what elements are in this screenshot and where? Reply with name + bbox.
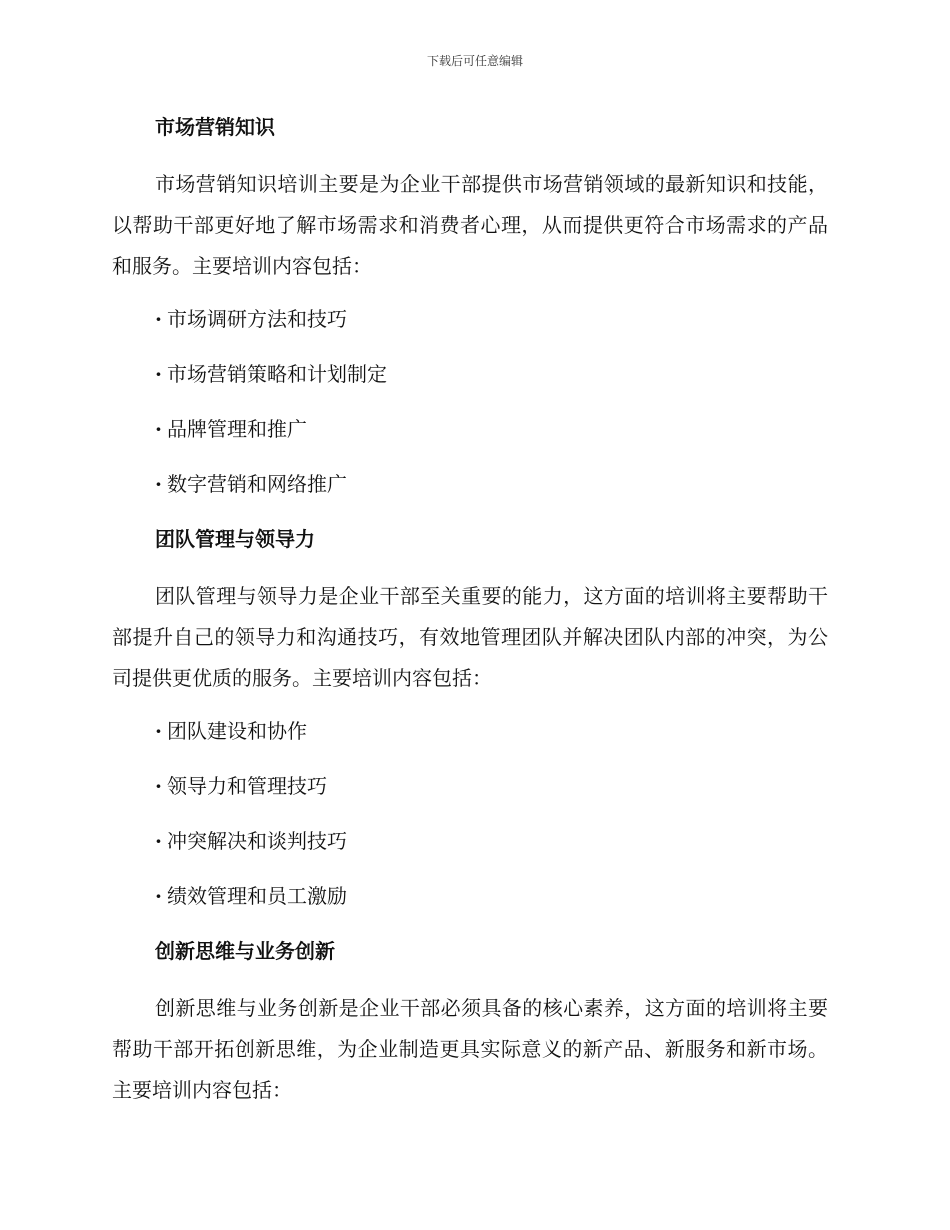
list-item	[155, 768, 828, 823]
list-item-text: 市场调研方法和技巧	[167, 307, 347, 331]
section-marketing-knowledge	[112, 109, 828, 521]
bullet-icon: ·	[155, 472, 162, 496]
list-item	[155, 356, 828, 411]
bullet-icon: ·	[155, 719, 162, 743]
section-team-leadership	[112, 521, 828, 933]
list-item	[155, 466, 828, 521]
list-item-text: 冲突解决和谈判技巧	[167, 829, 347, 853]
bullet-icon: ·	[155, 884, 162, 908]
bullet-list	[112, 713, 828, 933]
list-item-text: 数字营销和网络推广	[167, 472, 347, 496]
section-title: 市场营销知识	[155, 115, 275, 139]
bullet-icon: ·	[155, 307, 162, 331]
section-title: 创新思维与业务创新	[155, 939, 335, 963]
list-item-text: 团队建设和协作	[167, 719, 307, 743]
list-item-text: 绩效管理和员工激励	[167, 884, 347, 908]
section-paragraph: 团队管理与领导力是企业干部至关重要的能力，这方面的培训将主要帮助干部提升自己的领导力和沟通技巧，有效地管理团队并解决团队内部的冲突，为公司提供更优质的服务。主要培训内容包括：	[112, 584, 828, 690]
list-item	[155, 823, 828, 878]
section-paragraph: 创新思维与业务创新是企业干部必须具备的核心素养，这方面的培训将主要帮助干部开拓创新思维，为企业制造更具实际意义的新产品、新服务和新市场。主要培训内容包括：	[112, 996, 828, 1102]
bullet-icon: ·	[155, 417, 162, 441]
bullet-icon: ·	[155, 362, 162, 386]
list-item-text: 领导力和管理技巧	[167, 774, 327, 798]
bullet-icon: ·	[155, 829, 162, 853]
section-innovation-thinking	[112, 933, 828, 1125]
section-title: 团队管理与领导力	[155, 527, 315, 551]
bullet-list	[112, 301, 828, 521]
page-header: 下载后可任意编辑	[426, 54, 523, 68]
list-item	[155, 411, 828, 466]
list-item	[155, 878, 828, 933]
list-item	[155, 713, 828, 768]
section-paragraph: 市场营销知识培训主要是为企业干部提供市场营销领域的最新知识和技能，以帮助干部更好地了解市场需求和消费者心理，从而提供更符合市场需求的产品和服务。主要培训内容包括：	[112, 172, 828, 278]
bullet-icon: ·	[155, 774, 162, 798]
document-body	[112, 109, 828, 1125]
list-item-text: 市场营销策略和计划制定	[167, 362, 387, 386]
list-item-text: 品牌管理和推广	[167, 417, 307, 441]
list-item	[155, 301, 828, 356]
